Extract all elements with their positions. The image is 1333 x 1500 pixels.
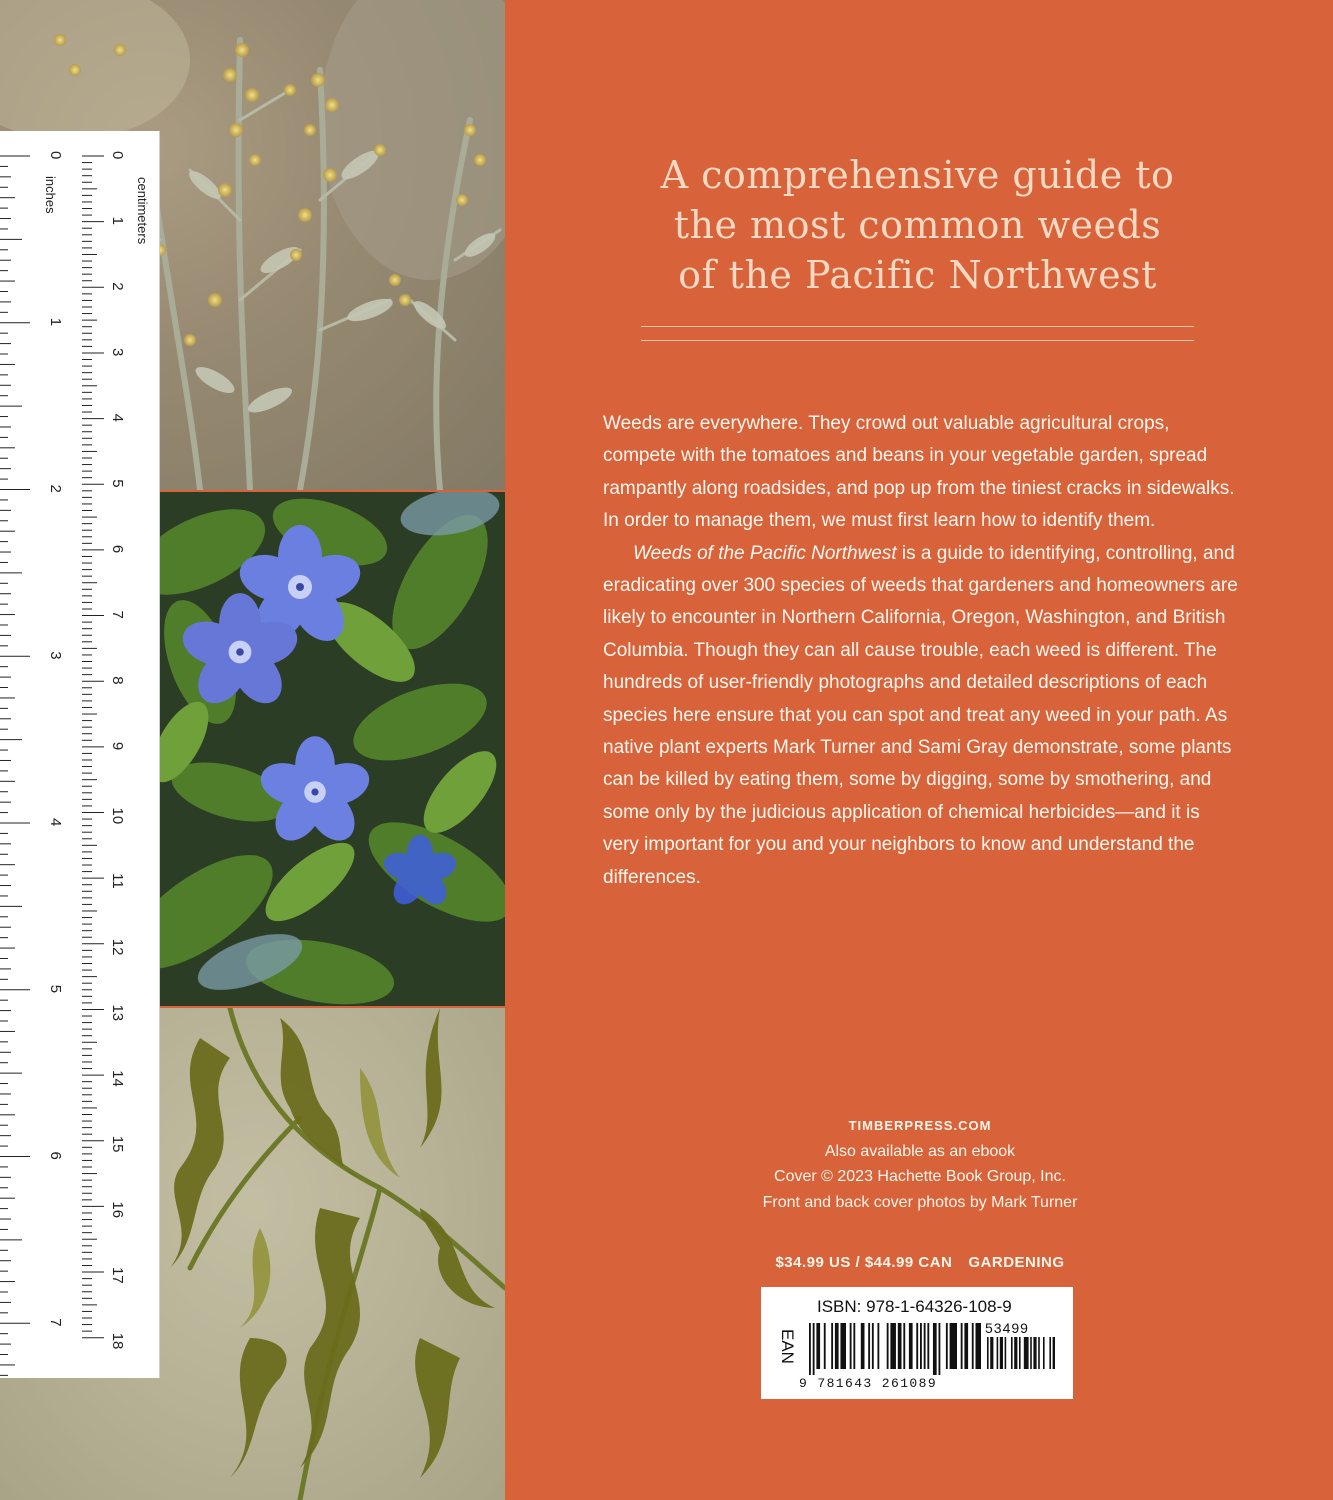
inch-number: 4 [47,818,64,827]
cm-number: 14 [109,1070,126,1087]
cm-number: 5 [109,479,126,488]
cm-number: 18 [109,1332,126,1350]
ruler [0,131,160,1378]
cm-number: 4 [109,413,126,422]
price-code: 53499 [985,1320,1029,1336]
barcode-bar [1000,1337,1003,1369]
barcode-bar [939,1323,941,1375]
inch-number: 2 [47,484,64,493]
headline-line-2: the most common weeds [673,203,1162,247]
barcode-bar [887,1323,889,1369]
book-title: Weeds of the Pacific Northwest [633,542,897,564]
cm-number: 12 [109,938,126,956]
barcode-bar [903,1323,905,1369]
barcode-bar [933,1323,937,1375]
cm-number: 1 [109,216,126,225]
inch-number: 7 [47,1318,64,1327]
cm-number: 10 [109,807,126,825]
description-paragraph-2 [603,538,1238,894]
barcode-bar [853,1323,855,1369]
inches-label: inches [43,176,58,214]
barcode-bar [816,1323,820,1369]
back-cover-panel [505,0,1333,1500]
headline-line-3: of the Pacific Northwest [678,253,1157,297]
barcode-bar [924,1323,926,1369]
barcode-bar [1053,1337,1055,1369]
barcode-bar [987,1337,989,1369]
cm-number: 17 [109,1267,126,1284]
barcode-bar [1005,1337,1007,1369]
ruler-scale [0,131,159,1378]
publisher-website: TIMBERPRESS.COM [848,1118,992,1133]
cm-number: 16 [109,1201,126,1219]
ean-bars [809,1323,981,1375]
barcode-bar [877,1323,879,1369]
barcode-bar [809,1323,811,1375]
divider-rule-top [641,326,1194,327]
barcode-bar [861,1323,865,1369]
barcode-bar [872,1323,874,1369]
cm-number: 13 [109,1004,126,1022]
credits [685,1113,1155,1215]
cm-number: 2 [109,282,126,291]
barcode-bar [1033,1337,1036,1369]
headline-line-1: A comprehensive guide to [660,153,1175,197]
cm-number: 0 [109,151,126,160]
barcode-bar [961,1323,963,1369]
barcode-bar [990,1337,993,1369]
inch-number: 6 [47,1151,64,1160]
cm-number: 3 [109,347,126,357]
copyright-note: Cover © 2023 Hachette Book Group, Inc. [774,1168,1066,1185]
barcode-bar [824,1323,826,1369]
price-line [685,1254,1155,1271]
description-paragraph-2-text: is a guide to identifying, controlling, and eradicating over 300 species of weeds that gardeners and homeowners are likely to encounter in Northern California, Oregon, Washington, and British Columbia. Though they can all cause trouble, each weed is different. The hundreds of user-friendly photographs and detailed descriptions of each species here ensure that you can spot and treat any weed in your path. As native plant experts Mark Turner and Sami Gray demonstrate, some plants can be killed by eating them, some by digging, some by smothering, and some only by the judicious application of chemical herbicides—and it is very important for you and your neighbors to know and understand the differences. [603,542,1238,888]
cm-number: 6 [109,544,126,554]
barcode-bar [1038,1337,1040,1369]
barcode-bar [972,1323,974,1369]
barcode-bar [868,1323,870,1369]
barcode-bar [1014,1337,1017,1369]
barcode-bar [1049,1337,1051,1369]
barcode-bar [1019,1337,1021,1369]
barcode-bar [831,1323,833,1369]
barcode-bar [898,1323,902,1369]
isbn: ISBN: 978-1-64326-108-9 [817,1297,1012,1316]
inch-number: 0 [47,151,64,160]
barcode-bar [946,1323,948,1369]
inch-number: 5 [47,984,64,994]
cm-number: 11 [109,873,126,889]
divider-rule-bottom [641,340,1194,341]
barcode-bar [835,1323,839,1369]
cm-number: 9 [109,741,126,751]
price-code-bars [987,1337,1055,1375]
price: $34.99 US / $44.99 CAN [775,1254,953,1271]
barcode-bar [1030,1337,1032,1369]
ean-digits: 9 781643 261089 [799,1376,938,1391]
category: GARDENING [968,1254,1065,1271]
cm-number: 8 [109,676,126,685]
barcode-bar [976,1323,982,1369]
barcode [761,1287,1073,1399]
description-paragraph-1: Weeds are everywhere. They crowd out valuable agricultural crops, compete with the tomatoes and beans in your vegetable garden, spread rampantly along roadsides, and pop up from the tiniest cracks in sidewalks. In order to manage them, we must first learn how to identify them. [603,413,1235,532]
barcode-bar [997,1337,999,1369]
inch-number: 1 [47,317,64,327]
cm-number: 15 [109,1135,126,1153]
description [603,408,1238,894]
barcode-bar [813,1323,815,1375]
headline [590,150,1245,300]
barcode-bar [1024,1337,1029,1369]
barcode-bar [950,1323,957,1369]
barcode-bar [920,1323,922,1369]
barcode-bar [1043,1337,1045,1369]
barcode-bar [1011,1337,1013,1369]
barcode-bar [927,1323,929,1369]
barcode-bar [964,1323,968,1369]
centimeters-label: centimeters [135,177,150,245]
ean-label: EAN [778,1329,797,1364]
cm-number: 7 [109,610,126,619]
barcode-bar [840,1323,846,1369]
ebook-note: Also available as an ebook [824,1142,1016,1160]
photo-credit: Front and back cover photos by Mark Turner [762,1193,1078,1211]
inch-number: 3 [47,651,64,660]
barcode-bar [890,1323,896,1369]
barcode-bar [916,1323,918,1369]
barcode-bar [850,1323,852,1369]
barcode-bar [909,1323,913,1369]
